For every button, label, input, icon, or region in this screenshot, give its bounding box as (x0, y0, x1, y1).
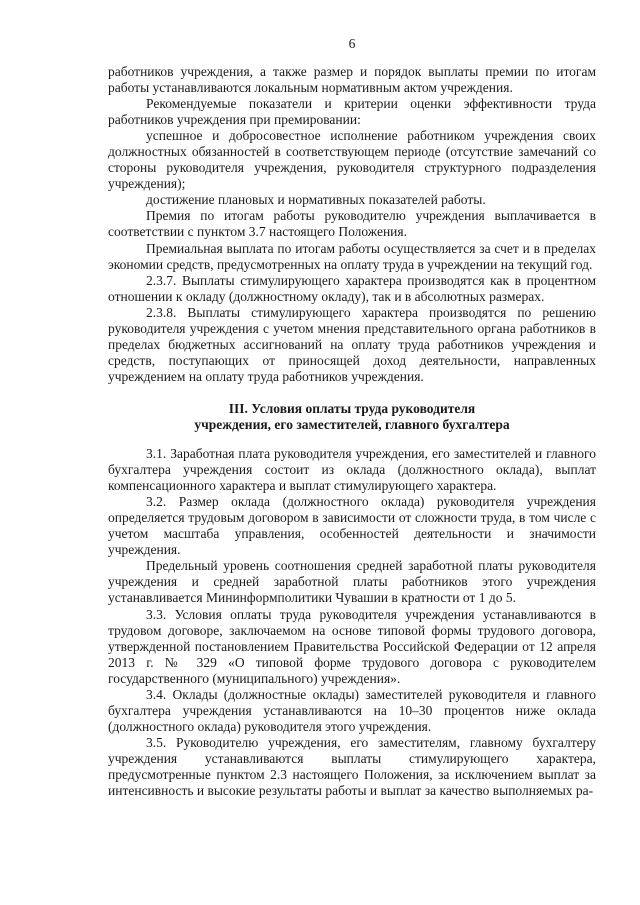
paragraph: 2.3.8. Выплаты стимулирующего характера производятся по решению руководителя учреждения с учетом мнения представительного органа работников в пределах бюджетных ассигнований на оплату труда работников учреждения и средств, поступающих от приносящей доход деятельности, направленных учреждением на оплату труда работников учреждения. (108, 304, 596, 384)
paragraph: 3.2. Размер оклада (должностного оклада) руководителя учреждения определяется трудовым договором в зависимости от сложности труда, в том числе с учетом масштаба управления, особенностей деятельности и значимости учреждения. (108, 494, 596, 558)
paragraph: работников учреждения, а также размер и порядок выплаты премии по итогам работы устанавливаются локальным нормативным актом учреждения. (108, 64, 596, 96)
section-3 (108, 446, 596, 799)
section-2-continuation (108, 64, 596, 385)
paragraph: Премия по итогам работы руководителю учреждения выплачивается в соответствии с пунктом 3.7 настоящего Положения. (108, 208, 596, 240)
paragraph: Предельный уровень соотношения средней заработной платы руководителя учреждения и средней заработной платы работников этого учреждения устанавливается Мининформполитики Чувашии в кратности от 1 до 5. (108, 558, 596, 606)
section-heading-line: учреждения, его заместителей, главного бухгалтера (194, 416, 510, 432)
paragraph: Рекомендуемые показатели и критерии оценки эффективности труда работников учреждения при премировании: (108, 96, 596, 128)
paragraph: Премиальная выплата по итогам работы осуществляется за счет и в пределах экономии средств, предусмотренных на оплату труда в учреждении на текущий год. (108, 240, 596, 272)
paragraph: 3.4. Оклады (должностные оклады) заместителей руководителя и главного бухгалтера учреждения устанавливаются на 10–30 процентов ниже оклада (должностного оклада) руководителя этого учреждения. (108, 686, 596, 734)
paragraph: успешное и добросовестное исполнение работником учреждения своих должностных обязанностей в соответствующем периоде (отсутствие замечаний со стороны руководителя учреждения, руководителя структурного подразделения учреждения); (108, 128, 596, 192)
section-heading-line: III. Условия оплаты труда руководителя (228, 400, 476, 416)
section-heading (108, 401, 596, 433)
page-number: 6 (348, 36, 356, 51)
paragraph: 3.5. Руководителю учреждения, его заместителям, главному бухгалтеру учреждения устанавливаются выплаты стимулирующего характера, предусмотренные пунктом 2.3 настоящего Положения, за исключением выплат за интенсивность и высокие результаты работы и выплат за качество выполняемых ра- (108, 734, 596, 799)
paragraph: 3.3. Условия оплаты труда руководителя учреждения устанавливаются в трудовом договоре, заключаемом на основе типовой формы трудового договора, утвержденной постановлением Правительства Российской Федерации от 12 апреля 2013 г. № 329 «О типовой форме трудового договора с руководителем государственного (муниципального) учреждения». (108, 606, 596, 686)
paragraph: 3.1. Заработная плата руководителя учреждения, его заместителей и главного бухгалтера учреждения состоит из оклада (должностного оклада), выплат компенсационного характера и выплат стимулирующего характера. (108, 446, 596, 494)
document-body (108, 64, 596, 799)
paragraph: 2.3.7. Выплаты стимулирующего характера производятся как в процентном отношении к окладу (должностному окладу), так и в абсолютных размерах. (108, 272, 596, 304)
paragraph: достижение плановых и нормативных показателей работы. (146, 192, 486, 208)
